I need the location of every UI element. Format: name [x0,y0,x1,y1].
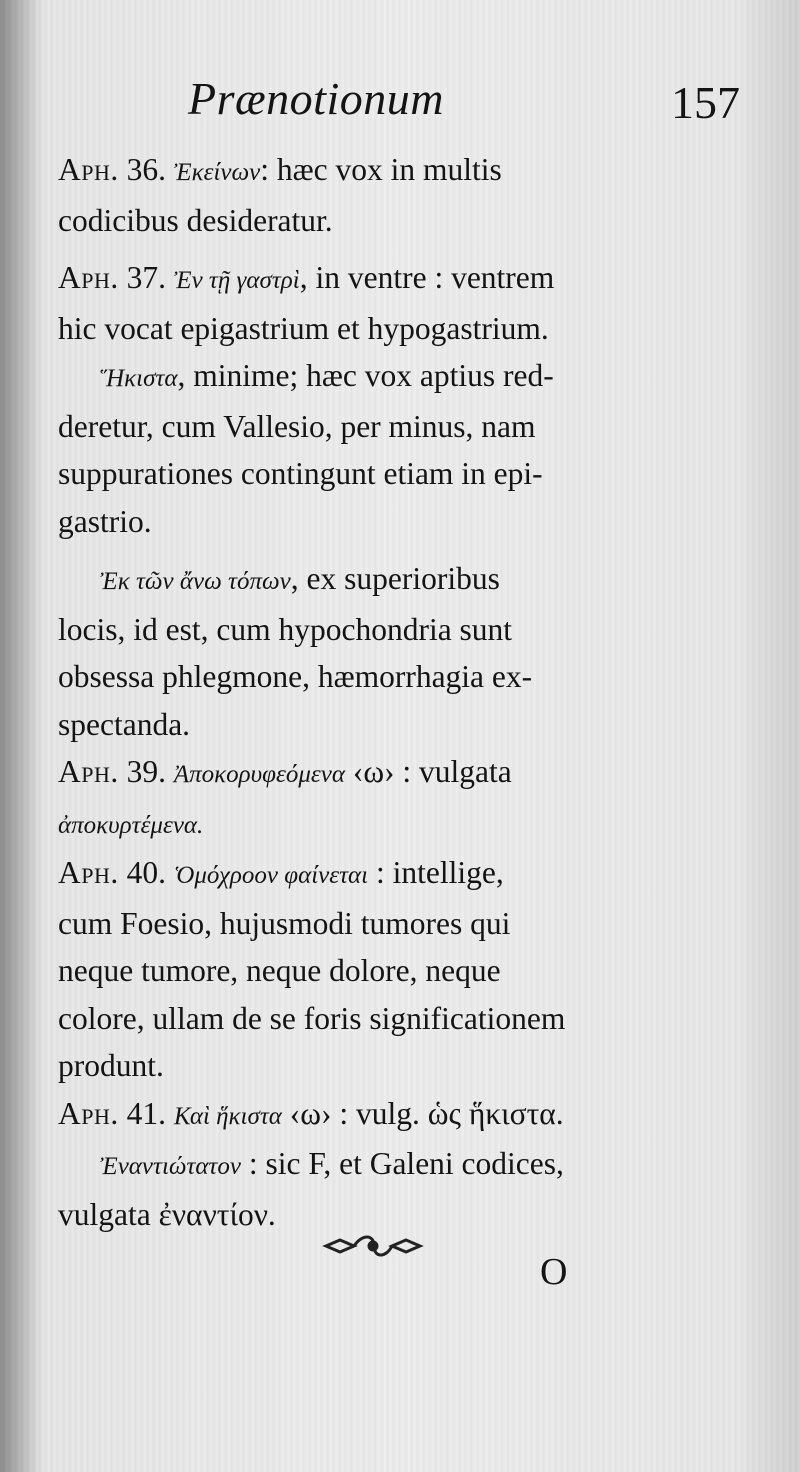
aph-number: 37. [126,260,166,295]
text-line: cum Foesio, hujusmodi tumores qui [58,905,511,941]
aph-label: Aph. [58,1095,119,1131]
aph-number: 39. [126,754,166,789]
latin-text: , ex superioribus [290,561,500,596]
page-number: 157 [671,77,740,128]
running-head [60,72,740,132]
text-line: locis, id est, cum hypochondria sunt [58,611,513,647]
text-line [58,146,680,197]
greek-term: Καὶ ἥκιστα [173,1102,282,1130]
greek-term: Ἐναντιώτατον [100,1153,241,1180]
text-line: colore, ullam de se foris significationem [58,1000,566,1036]
latin-text: : sic F, et Galeni codices, [240,1146,564,1181]
latin-text: ‹ω› : vulgata [344,754,512,789]
greek-term: ἀποκυρτέμενα. [58,811,204,839]
spine-shadow [0,0,40,1472]
text-line: suppurationes contingunt etiam in epi- [58,456,543,491]
printer-ornament [318,1226,428,1266]
text-line: produnt. [58,1048,164,1083]
aph-number: 41. [126,1095,166,1131]
aph-label: Aph. [58,754,119,789]
text-line: codicibus desideratur. [58,202,333,238]
aph-label: Aph. [58,152,119,187]
greek-term: Ἐκείνων [173,159,261,186]
text-line: hic vocat epigastrium et hypogastrium. [58,310,549,346]
latin-text: : intellige, [368,855,504,890]
text-line: spectanda. [58,706,191,742]
aph-label: Aph. [58,855,119,890]
greek-term: Ἐν τῇ γαστρὶ [173,267,300,294]
latin-text: ‹ω› : vulg. ὡς ἥκιστα. [281,1095,564,1131]
text-line [58,748,680,799]
aph-number: 36. [126,152,166,187]
text-line [58,1090,680,1141]
text-line: deretur, cum Vallesio, per minus, nam [58,408,536,444]
text-line [58,352,680,403]
text-line [58,555,680,606]
greek-term: Ἀποκορυφεόμενα [173,761,345,788]
aph-label: Aph. [58,260,119,295]
greek-term: Ἥκιστα [100,365,178,392]
running-title: Prænotionum [188,73,444,124]
text-line [58,1140,680,1191]
text-line: neque tumore, neque dolore, neque [58,953,501,988]
greek-term: Ὁμόχροον φαίνεται [173,862,369,889]
text-line: vulgata ἐναντίον. [58,1196,276,1232]
greek-term: Ἐκ τῶν ἄνω τόπων [100,568,291,595]
aph-number: 40. [126,855,166,890]
text-line [58,254,680,305]
text-line [58,849,680,900]
signature-mark: O [540,1251,568,1293]
latin-text: : hæc vox in multis [260,152,502,187]
text-line [58,799,680,850]
body-text [58,146,680,1238]
text-line: obsessa phlegmone, hæmorrhagia ex- [58,659,533,694]
latin-text: , minime; hæc vox aptius red- [177,358,554,393]
text-line: gastrio. [58,503,152,539]
latin-text: , in ventre : ventrem [299,260,555,295]
